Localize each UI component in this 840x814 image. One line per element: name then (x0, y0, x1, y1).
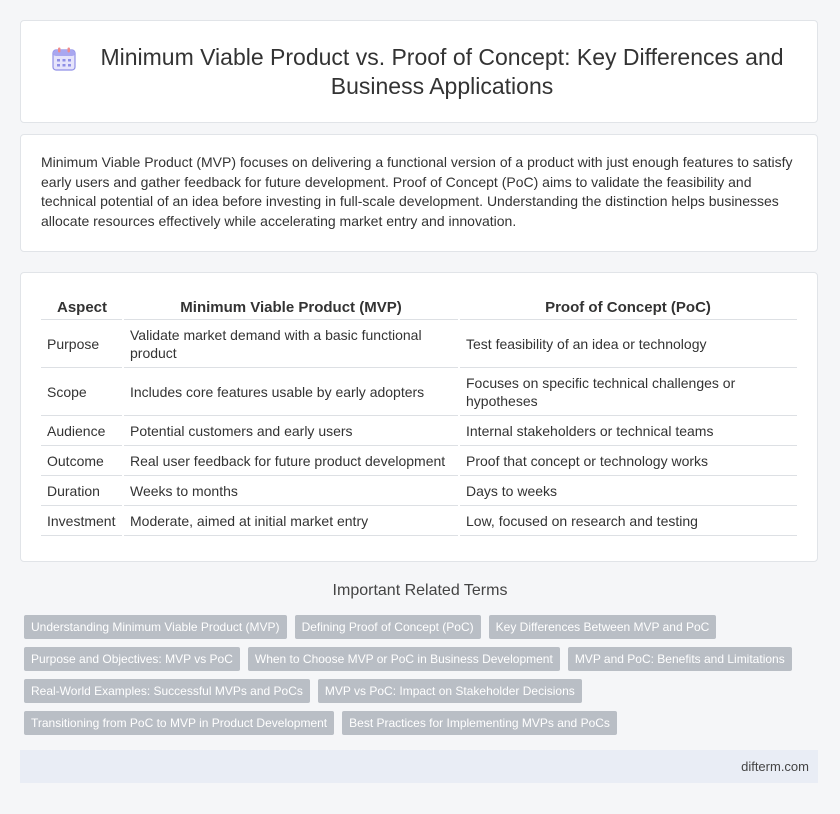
cell-poc: Low, focused on research and testing (459, 506, 797, 536)
header-aspect: Aspect (41, 293, 123, 320)
comparison-table-card (20, 272, 818, 562)
table-row (41, 446, 797, 476)
table-row (41, 506, 797, 536)
header-poc: Proof of Concept (PoC) (459, 293, 797, 320)
cell-mvp: Includes core features usable by early adopters (123, 368, 459, 416)
related-term-link[interactable]: Transitioning from PoC to MVP in Product Development (24, 711, 334, 735)
related-term-link[interactable]: MVP and PoC: Benefits and Limitations (568, 647, 792, 671)
cell-mvp: Moderate, aimed at initial market entry (123, 506, 459, 536)
related-terms-title: Important Related Terms (332, 582, 508, 599)
cell-aspect: Scope (41, 368, 123, 416)
related-term-link[interactable]: Understanding Minimum Viable Product (MVP) (24, 615, 287, 639)
related-term-link[interactable]: Defining Proof of Concept (PoC) (295, 615, 481, 639)
cell-aspect: Purpose (41, 320, 123, 368)
table-row (41, 476, 797, 506)
table-row (41, 416, 797, 446)
related-terms-list (24, 615, 814, 743)
cell-poc: Internal stakeholders or technical teams (459, 416, 797, 446)
comparison-table (41, 293, 797, 536)
footer-site-link[interactable]: difterm.com (741, 759, 809, 774)
related-term-link[interactable]: When to Choose MVP or PoC in Business Development (248, 647, 560, 671)
related-term-link[interactable]: Purpose and Objectives: MVP vs PoC (24, 647, 240, 671)
cell-poc: Test feasibility of an idea or technology (459, 320, 797, 368)
related-term-link[interactable]: Key Differences Between MVP and PoC (489, 615, 717, 639)
cell-aspect: Investment (41, 506, 123, 536)
cell-poc: Focuses on specific technical challenges or hypotheses (459, 368, 797, 416)
header-card (20, 20, 818, 123)
intro-card (20, 134, 818, 252)
cell-mvp: Potential customers and early users (123, 416, 459, 446)
related-term-link[interactable]: Real-World Examples: Successful MVPs and PoCs (24, 679, 310, 703)
cell-aspect: Audience (41, 416, 123, 446)
calendar-icon (51, 46, 77, 72)
cell-mvp: Validate market demand with a basic functional product (123, 320, 459, 368)
cell-poc: Days to weeks (459, 476, 797, 506)
header-mvp: Minimum Viable Product (MVP) (123, 293, 459, 320)
page-title: Minimum Viable Product vs. Proof of Concept: Key Differences and Business Applications (100, 43, 784, 99)
table-row (41, 368, 797, 416)
table-row (41, 320, 797, 368)
related-term-link[interactable]: Best Practices for Implementing MVPs and PoCs (342, 711, 617, 735)
cell-aspect: Outcome (41, 446, 123, 476)
footer (20, 750, 818, 783)
table-header-row (41, 293, 797, 320)
related-term-link[interactable]: MVP vs PoC: Impact on Stakeholder Decisions (318, 679, 582, 703)
cell-mvp: Weeks to months (123, 476, 459, 506)
cell-aspect: Duration (41, 476, 123, 506)
cell-poc: Proof that concept or technology works (459, 446, 797, 476)
cell-mvp: Real user feedback for future product development (123, 446, 459, 476)
intro-paragraph: Minimum Viable Product (MVP) focuses on delivering a functional version of a product with just enough features to satisfy early users and gather feedback for future development. Proof of Concept (PoC) aims to validate the feasibility and technical potential of an idea before investing in full-scale development. Understanding the distinction helps businesses allocate resources effectively while accelerating market entry and innovation. (41, 154, 793, 229)
